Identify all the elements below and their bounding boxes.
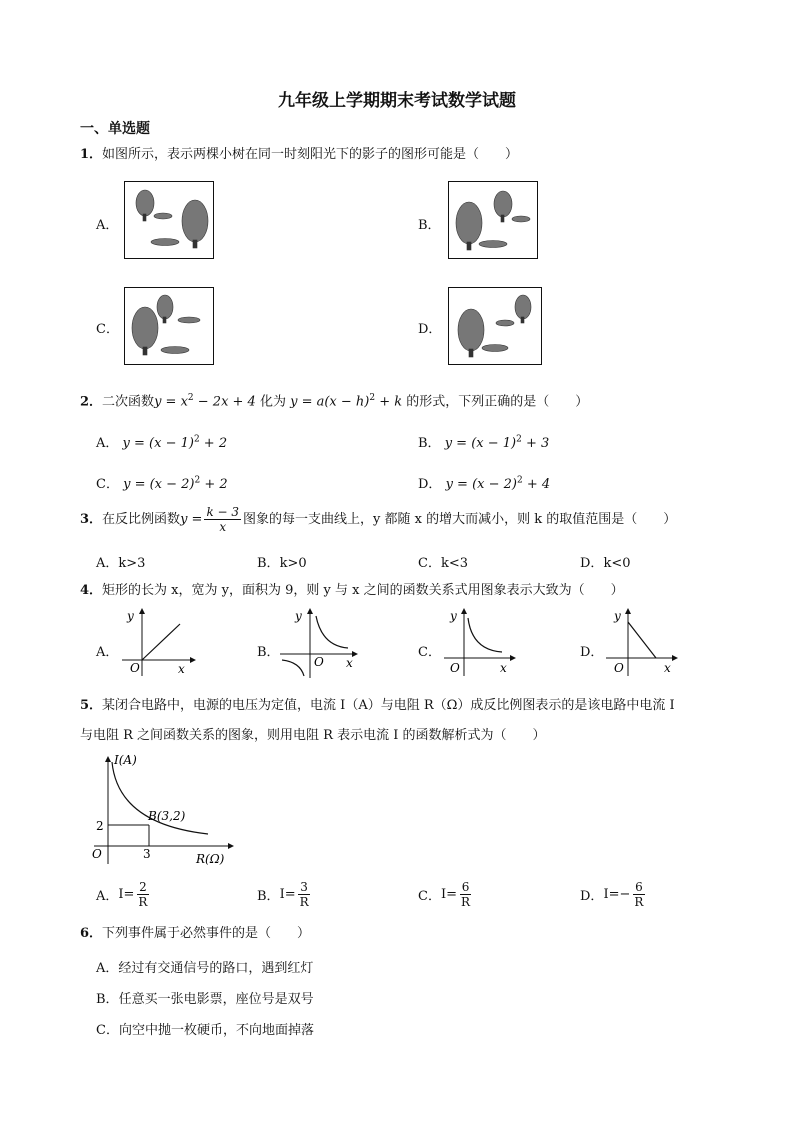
y-axis-arrow [139,608,145,614]
q4-option-a-label: A． [96,645,119,660]
q1-option-a-label: A． [96,218,119,233]
x-axis-label: x [500,661,507,675]
option-text: k>3 [118,556,146,571]
origin-label: O [614,661,624,675]
q5-option-a[interactable] [96,880,151,909]
option-expression: I= [603,887,620,902]
fraction-denominator: R [138,895,148,909]
fraction-denominator: R [634,895,644,909]
question-text: 的形式，下列正确的是（ ） [402,394,589,410]
math-expression: y = x [154,394,188,410]
fraction-numerator: 2 [139,880,147,894]
y-axis-label: y [295,609,302,623]
x-axis-label: R(Ω) [196,852,225,866]
fraction-numerator: k − 3 [206,505,240,519]
q3-option-b[interactable] [257,552,307,571]
y-axis-arrow [625,608,631,614]
origin-label: O [314,655,324,669]
x-tick-label: 3 [143,847,151,861]
option-sign: − [619,887,631,902]
question-number: 1． [80,147,103,162]
fraction [298,880,311,909]
q1-option-c-label: C． [96,322,119,337]
math-expression: y = [180,511,203,527]
option-expression: + 4 [522,477,551,492]
y-axis-label: y [450,609,457,623]
option-expression: y = (x − 2) [445,477,517,492]
q4-option-b-label: B． [257,645,280,660]
y-axis-arrow [461,608,467,614]
y-axis-label: I(A) [114,753,137,767]
x-axis-label: x [178,662,185,676]
q2-option-a[interactable] [96,432,227,451]
q4-option-c-label: C． [418,645,441,660]
q1-option-a-image [124,181,214,259]
q1-option-b-image [448,181,538,259]
fraction [632,880,645,909]
math-expression: − 2x + 4 [193,394,256,410]
y-axis-arrow [105,756,111,762]
q4-option-d-label: D． [580,645,604,660]
y-axis-label: y [614,609,621,623]
graph-curve-branch-2 [282,660,304,676]
origin-label: O [450,661,460,675]
q4-option-d-graph [602,606,682,678]
option-label: D． [580,889,604,904]
x-axis-arrow [228,843,234,849]
question-number: 6． [80,926,103,941]
option-expression: + 2 [199,436,228,451]
q1-option-c-image [124,287,214,365]
q6-option-b[interactable] [96,988,314,1007]
q5-option-d[interactable] [580,880,647,909]
x-axis-arrow [672,655,678,661]
q3-option-a[interactable] [96,552,145,571]
option-expression: I= [440,887,457,902]
option-expression: I= [279,887,296,902]
option-expression: y = (x − 1) [122,436,194,451]
graph-curve [112,762,208,834]
option-expression: I= [118,887,135,902]
option-label: B． [257,556,280,571]
option-text: k>0 [279,556,307,571]
q3-option-d[interactable] [580,552,630,571]
question-text: 如图所示，表示两棵小树在同一时刻阳光下的影子的图形可能是（ ） [102,147,519,162]
trees-shadow-d-illustration [449,288,541,364]
option-text: k<0 [603,556,631,571]
question-text: 化为 [255,394,291,410]
q1-option-d-image [448,287,542,365]
exponent: 2 [516,475,523,486]
q2-option-b[interactable] [418,432,549,451]
question-5-line-1 [80,697,675,715]
question-1 [80,146,518,164]
option-label: D． [418,477,442,492]
math-expression: + k [375,394,403,410]
q2-option-d[interactable] [418,473,550,492]
q1-option-b-label: B． [418,218,441,233]
option-label: D． [580,556,604,571]
option-label: A． [96,889,119,904]
q1-option-d-label: D． [418,322,442,337]
question-number: 3． [80,511,103,527]
option-label: A． [96,961,119,976]
exponent: 2 [516,434,522,445]
q5-option-b[interactable] [257,880,313,909]
y-axis-arrow [307,608,313,614]
q4-option-b-graph [278,606,360,678]
fraction-numerator: 3 [300,880,308,894]
y-axis-label: y [127,609,134,623]
option-label: C． [418,889,441,904]
trees-shadow-b-illustration [449,182,537,258]
question-2 [80,389,588,411]
question-3 [80,505,676,534]
graph-curve [142,624,180,660]
origin-label: O [130,661,140,675]
option-label: B． [257,889,280,904]
option-expression: + 3 [521,436,550,451]
section-heading: 一、单选题 [80,121,150,137]
trees-shadow-c-illustration [125,288,213,364]
option-label: C． [96,477,119,492]
x-axis-arrow [510,655,516,661]
question-number: 4． [80,583,103,598]
q3-option-c[interactable] [418,552,468,571]
trees-shadow-a-illustration [125,182,213,258]
question-6 [80,925,310,943]
fraction-numerator: 6 [461,880,470,894]
graph-curve-branch-1 [316,616,348,648]
option-label: A． [96,436,119,451]
option-label: A． [96,556,119,571]
question-5-line-2: 与电阻 R 之间函数关系的图象，则用电阻 R 表示电流 I 的函数解析式为（ ） [80,728,546,743]
question-text: 矩形的长为 x，宽为 y，面积为 9，则 y 与 x 之间的函数关系式用图象表示大致为（ ） [102,583,624,598]
exponent: 2 [194,475,201,486]
origin-label: O [92,847,102,861]
question-number: 5． [80,698,103,713]
graph-curve [628,622,656,658]
exponent: 2 [369,393,376,403]
question-text: 下列事件属于必然事件的是（ ） [102,926,311,941]
question-text: 二次函数 [102,394,155,410]
option-label: C． [418,556,441,571]
point-label: B(3,2) [148,809,186,823]
x-axis-label: x [664,661,671,675]
option-text: 任意买一张电影票，座位号是双号 [118,992,314,1007]
option-expression: y = (x − 1) [444,436,517,451]
question-4 [80,582,624,600]
exponent: 2 [193,434,200,445]
option-label: B． [96,992,119,1007]
option-text: 经过有交通信号的路口，遇到红灯 [118,961,314,976]
option-label: C． [96,1023,119,1038]
q5-option-c[interactable] [418,880,474,909]
q6-option-c[interactable] [96,1019,314,1038]
fraction-denominator: R [299,895,309,909]
option-expression: + 2 [200,477,228,492]
fraction [459,880,472,909]
page-title: 九年级上学期期末考试数学试题 [278,91,516,111]
fraction-denominator: x [219,520,227,534]
question-text: 图象的每一支曲线上，y 都随 x 的增大而减小，则 k 的取值范围是（ ） [243,511,677,527]
fraction [136,880,149,909]
q4-option-c-graph [440,606,520,678]
question-text: 某闭合电路中，电源的电压为定值，电流 I（A）与电阻 R（Ω）成反比例图表示的是该电路中电流 I [102,698,675,713]
option-label: B． [418,436,441,451]
option-text: 向空中抛一枚硬币，不向地面掉落 [118,1023,314,1038]
q6-option-a[interactable] [96,957,313,976]
fraction-denominator: R [460,895,471,909]
x-axis-arrow [190,657,196,663]
option-text: k<3 [440,556,468,571]
x-axis-arrow [352,651,358,657]
fraction [204,505,241,534]
question-number: 2． [80,394,103,410]
question-text: 在反比例函数 [102,511,181,527]
q4-option-a-graph [118,606,198,678]
math-expression: y = a(x − h) [290,394,370,410]
fraction-numerator: 6 [635,880,643,894]
graph-curve [468,618,502,652]
q5-graph [88,750,238,868]
x-axis-label: x [346,656,353,670]
q2-option-c[interactable] [96,473,228,492]
exponent: 2 [187,393,194,403]
option-expression: y = (x − 2) [123,477,195,492]
y-tick-label: 2 [96,819,104,833]
